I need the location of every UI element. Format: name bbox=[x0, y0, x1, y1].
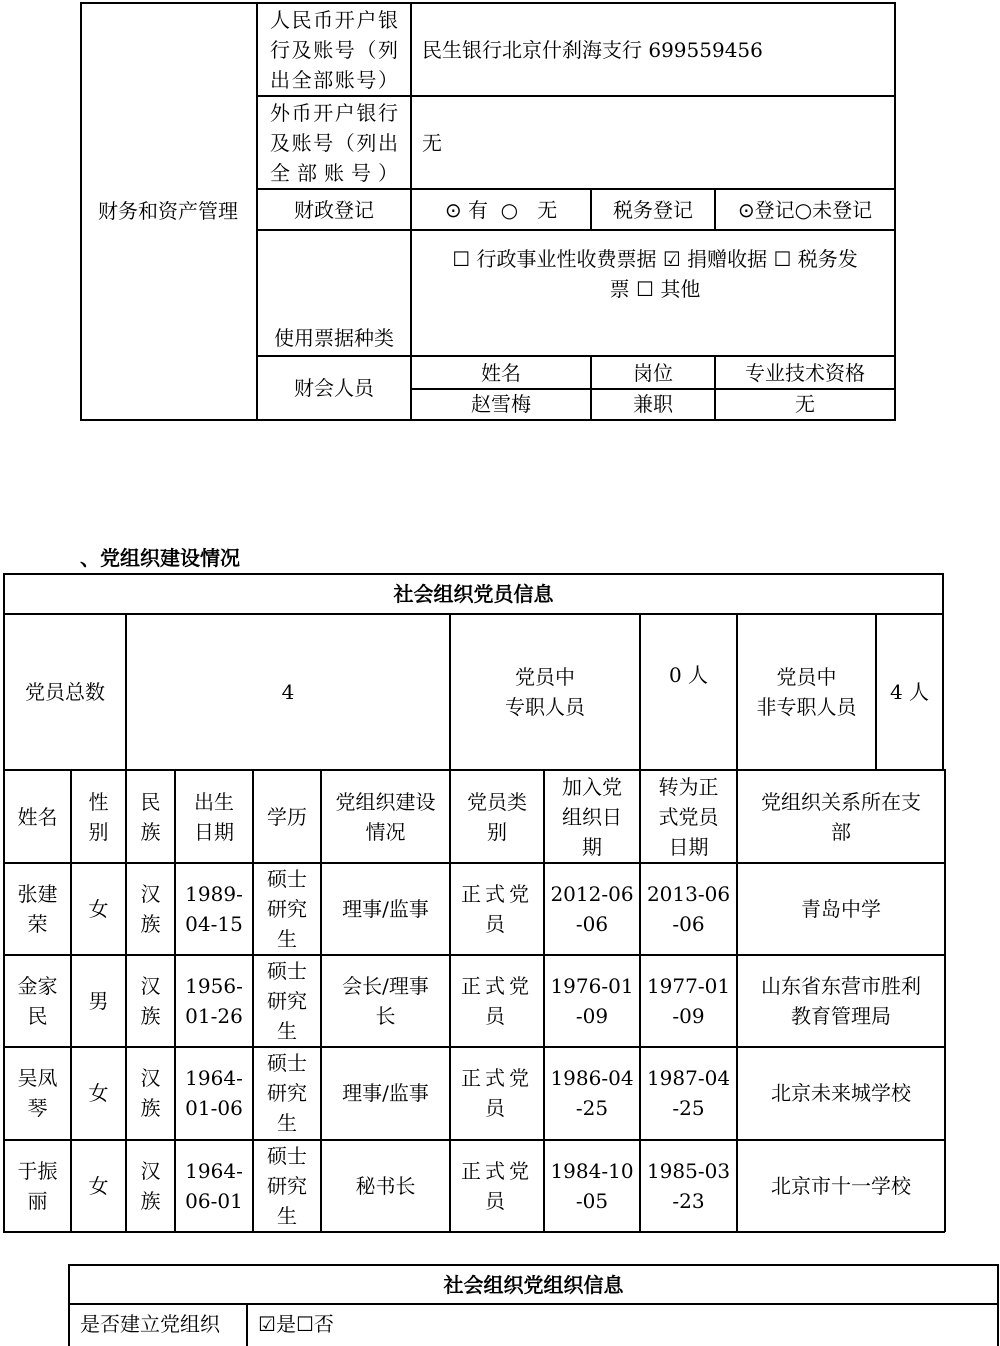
member-ethnic: 汉 族 bbox=[140, 882, 161, 936]
member-birth: 1964- 01-06 bbox=[185, 1066, 243, 1120]
invoice-options: ☐ 行政事业性收费票据 ☑ 捐赠收据 ☐ 税务发票 ☐ 其他 bbox=[452, 247, 858, 301]
member-birth: 1956- 01-26 bbox=[185, 974, 243, 1028]
member-role: 理事/监事 bbox=[342, 897, 429, 921]
member-gender: 女 bbox=[88, 897, 109, 921]
checkbox-empty-icon[interactable]: ☐ bbox=[295, 1312, 314, 1336]
radio-empty-icon[interactable]: ○ bbox=[794, 197, 813, 222]
accountant-qualification: 无 bbox=[795, 392, 815, 416]
member-birth: 1989- 04-15 bbox=[185, 882, 243, 936]
radio-selected-icon[interactable]: ⊙ bbox=[737, 197, 755, 222]
member-birth: 1964- 06-01 bbox=[185, 1159, 243, 1213]
member-branch: 青岛中学 bbox=[801, 897, 881, 921]
member-type: 正式党 员 bbox=[461, 1066, 533, 1120]
member-type: 正式党 员 bbox=[461, 1159, 533, 1213]
member-name: 吴凤 琴 bbox=[17, 1066, 58, 1120]
rmb-account-value: 民生银行北京什刹海支行 699559456 bbox=[422, 37, 763, 62]
header-role: 党组织建设 情况 bbox=[335, 789, 436, 844]
member-branch: 北京市十一学校 bbox=[771, 1174, 911, 1198]
header-education: 学历 bbox=[267, 804, 307, 829]
member-education: 硕士 研究 生 bbox=[267, 959, 307, 1043]
member-formal-date: 1987-04 -25 bbox=[646, 1066, 731, 1120]
fiscal-reg-label: 财政登记 bbox=[294, 197, 374, 222]
accountant-name: 赵雪梅 bbox=[471, 392, 531, 416]
parttime-value: 4 人 bbox=[889, 680, 930, 704]
header-member-type: 党员类 别 bbox=[467, 789, 527, 844]
accountant-header-name: 姓名 bbox=[481, 360, 521, 385]
header-ethnic: 民 族 bbox=[140, 789, 161, 844]
header-branch: 党组织关系所在支 部 bbox=[761, 789, 921, 844]
header-join-date: 加入党 组织日 期 bbox=[562, 774, 622, 859]
fx-account-label: 外币开户银行及账号（列出全部账号） bbox=[270, 100, 398, 185]
fiscal-reg-options: ⊙ 有 ○ 无 bbox=[412, 190, 590, 229]
member-education: 硕士 研究 生 bbox=[267, 867, 307, 951]
member-type: 正式党 员 bbox=[461, 882, 533, 936]
members-title: 社会组织党员信息 bbox=[393, 582, 554, 606]
org-established-label: 是否建立党组织 bbox=[80, 1312, 220, 1336]
accountant-label: 财会人员 bbox=[294, 376, 374, 400]
member-branch: 北京未来城学校 bbox=[771, 1081, 911, 1105]
member-ethnic: 汉 族 bbox=[140, 1159, 161, 1213]
fulltime-label: 党员中 专职人员 bbox=[505, 665, 585, 719]
header-formal-date: 转为正 式党员 日期 bbox=[658, 774, 719, 859]
member-ethnic: 汉 族 bbox=[140, 1066, 161, 1120]
member-role: 会长/理事 长 bbox=[342, 974, 429, 1028]
member-ethnic: 汉 族 bbox=[140, 974, 161, 1028]
party-section-heading: 、党组织建设情况 bbox=[80, 546, 240, 570]
member-type: 正式党 员 bbox=[461, 974, 533, 1028]
member-join-date: 1976-01 -09 bbox=[550, 974, 634, 1028]
member-education: 硕士 研究 生 bbox=[267, 1144, 307, 1228]
org-established-options: ☑ 是 ☐ 否 bbox=[248, 1305, 948, 1343]
radio-selected-icon[interactable]: ⊙ bbox=[444, 197, 462, 222]
total-value: 4 bbox=[281, 680, 295, 704]
member-name: 金家 民 bbox=[17, 974, 58, 1028]
total-label: 党员总数 bbox=[25, 680, 105, 704]
member-join-date: 2012-06 -06 bbox=[550, 882, 634, 936]
finance-section-label: 财务和资产管理 bbox=[98, 199, 238, 223]
checkbox-checked-icon[interactable]: ☑ bbox=[662, 247, 681, 271]
member-name: 于振 丽 bbox=[17, 1159, 58, 1213]
accountant-header-post: 岗位 bbox=[633, 360, 673, 385]
parttime-label: 党员中 非专职人员 bbox=[756, 665, 857, 719]
member-branch: 山东省东营市胜利 教育管理局 bbox=[761, 974, 921, 1028]
member-gender: 女 bbox=[88, 1174, 109, 1198]
header-birth: 出生 日期 bbox=[194, 789, 234, 844]
member-join-date: 1986-04 -25 bbox=[550, 1066, 634, 1120]
header-name: 姓名 bbox=[17, 804, 58, 829]
radio-empty-icon[interactable]: ○ bbox=[500, 197, 519, 222]
org-title: 社会组织党组织信息 bbox=[443, 1272, 624, 1297]
rmb-account-label: 人民币开户银行及账号（列出全部账号） bbox=[270, 7, 398, 92]
header-gender: 性 别 bbox=[88, 789, 109, 844]
member-education: 硕士 研究 生 bbox=[267, 1051, 307, 1135]
member-join-date: 1984-10 -05 bbox=[550, 1159, 634, 1213]
fx-account-value: 无 bbox=[422, 130, 442, 155]
member-role: 理事/监事 bbox=[342, 1081, 429, 1105]
fulltime-value: 0 人 bbox=[668, 663, 709, 687]
member-role: 秘书长 bbox=[355, 1174, 416, 1198]
member-formal-date: 1985-03 -23 bbox=[646, 1159, 731, 1213]
invoice-label: 使用票据种类 bbox=[274, 326, 394, 350]
tax-reg-label: 税务登记 bbox=[613, 197, 693, 222]
tax-reg-options: ⊙ 登记 ○ 未登记 bbox=[716, 190, 894, 229]
checkbox-empty-icon[interactable]: ☐ bbox=[636, 277, 654, 301]
member-formal-date: 1977-01 -09 bbox=[646, 974, 731, 1028]
checkbox-empty-icon[interactable]: ☐ bbox=[452, 247, 471, 271]
member-gender: 男 bbox=[88, 989, 109, 1013]
member-formal-date: 2013-06 -06 bbox=[646, 882, 731, 936]
member-name: 张建 荣 bbox=[17, 882, 58, 936]
accountant-header-qualification: 专业技术资格 bbox=[745, 360, 865, 385]
accountant-post: 兼职 bbox=[633, 392, 673, 416]
checkbox-empty-icon[interactable]: ☐ bbox=[773, 247, 792, 271]
checkbox-checked-icon[interactable]: ☑ bbox=[258, 1312, 276, 1336]
member-gender: 女 bbox=[88, 1081, 109, 1105]
